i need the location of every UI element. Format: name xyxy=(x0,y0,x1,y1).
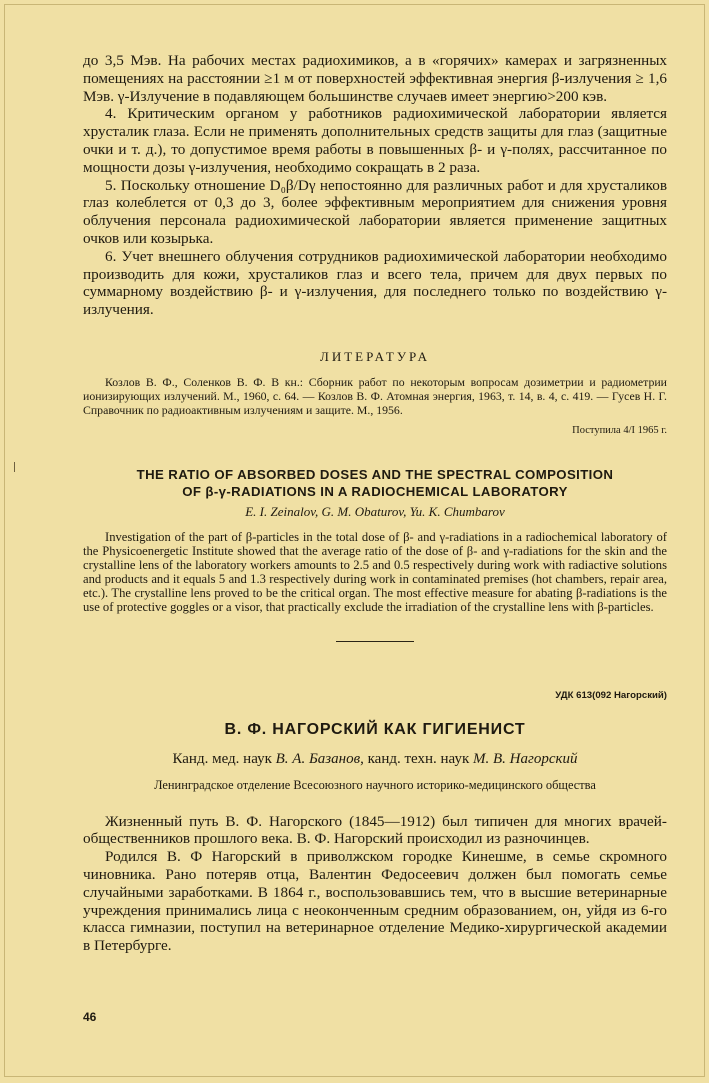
affiliation: Ленинградское отделение Всесоюзного научного историко-медицинского общества xyxy=(154,777,596,792)
conclusion-paragraph-4: 4. Критическим органом у работников радиохимической лаборатории является хрусталик глаза. Если не применять дополнительных средств защиты для глаз (защитные очки и т. д.), то допустимое время работы в повышенных β- и γ-полях, рассчитанное по мощности дозы γ-излучения, необходимо сокращать в 2 раза. xyxy=(83,105,667,176)
references-section xyxy=(83,349,667,436)
conclusion-paragraph-3: до 3,5 Мэв. На рабочих местах радиохимиков, а в «горячих» камерах и загрязненных помещениях на расстоянии ≥1 м от поверхностей эффективная энергия β-излучения ≥ 1,6 Мэв. γ-Излучение в подавляющем большинстве случаев имеет энергию>200 кэв. xyxy=(83,52,667,105)
english-authors: E. I. Zeinalov, G. M. Obaturov, Yu. K. Chumbarov xyxy=(245,503,505,519)
new-article xyxy=(83,690,667,955)
article-paragraph-2: Родился В. Ф Нагорский в приволжском городке Кинешме, в семье скромного чиновника. Рано потеряв отца, Валентин Федосеевич должен был помогать семье случайными заработками. В 1864 г., воспользовавшись тем, что в высшие ветеринарные учреждения принимались лица с неоконченным средним образованием, он, уйдя из 6-го класса гимназии, поступил на ветеринарное отделение Медико-хирургической академии в Петербурге. xyxy=(83,848,667,955)
previous-article-conclusion xyxy=(83,52,667,319)
article-title: В. Ф. НАГОРСКИЙ КАК ГИГИЕНИСТ xyxy=(224,720,526,738)
english-title xyxy=(83,466,667,500)
conclusion-paragraph-5: 5. Поскольку отношение D₀β/Dγ непостоянно для различных работ и для хрусталиков глаз колеблется от 0,3 до 3, более эффективным мероприятием для снижения уровня облучения персонала радиохимической лаборатории является применение защитных очков или козырька. xyxy=(83,176,667,247)
author-2-degree: , канд. техн. наук xyxy=(360,750,473,767)
author-2-name: М. В. Нагорский xyxy=(473,750,578,767)
article-paragraph-1: Жизненный путь В. Ф. Нагорского (1845—1912) был типичен для многих врачей-общественников прошлого века. В. Ф. Нагорский происходил из разночинцев. xyxy=(83,812,667,848)
english-title-line-1: THE RATIO OF ABSORBED DOSES AND THE SPECTRAL COMPOSITION xyxy=(136,466,614,482)
section-divider xyxy=(336,641,414,642)
english-summary xyxy=(83,466,667,642)
received-date: Поступила 4/I 1965 г. xyxy=(572,424,667,436)
conclusion-paragraph-6: 6. Учет внешнего облучения сотрудников радиохимической лаборатории необходимо производить для кожи, хрусталиков глаз и всего тела, причем для двух первых по суммарному воздействию β- и γ-излучения, для последнего только по воздействию γ-излучения. xyxy=(83,247,667,319)
references-list: Козлов В. Ф., Соленков В. Ф. В кн.: Сборник работ по некоторым вопросам дозиметрии и радиометрии ионизирующих излучений. М., 1960, с. 64. — Козлов В. Ф. Атомная энергия, 1963, т. 14, в. 4, с. 419. — Гусев Н. Г. Справочник по радиоактивным излучениям и защите. М., 1956. xyxy=(83,374,667,417)
article-authors xyxy=(83,751,667,768)
english-abstract: Investigation of the part of β-particles in the total dose of β- and γ-radiations in a radiochemical laboratory of the Physicoenergetic Institute showed that the average ratio of the dose of β- and γ-radiations for the skin and the crystalline lens of the laboratory workers amounts to 2.5 and 0.5 respectively during work with radiactive solutions and products and it equals 5 and 1.3 respectively during work in contaminated premises (hot chambers, repair area, etc.). The crystalline lens proved to be the critical organ. The most effective measure for abating β-radiations is the use of protective goggles or a visor, that practically exclude the irradiation of the crystalline lens with β-particles. xyxy=(83,529,667,615)
english-title-line-2: OF β-γ-RADIATIONS IN A RADIOCHEMICAL LABORATORY xyxy=(182,483,568,499)
author-1-degree: Канд. мед. наук xyxy=(172,750,276,767)
references-heading: ЛИТЕРАТУРА xyxy=(320,348,430,364)
udk-code: УДК 613(092 Нагорский) xyxy=(555,689,667,701)
author-1-name: В. А. Базанов xyxy=(275,750,361,767)
page-number: 46 xyxy=(83,1010,97,1024)
margin-mark xyxy=(14,462,15,472)
